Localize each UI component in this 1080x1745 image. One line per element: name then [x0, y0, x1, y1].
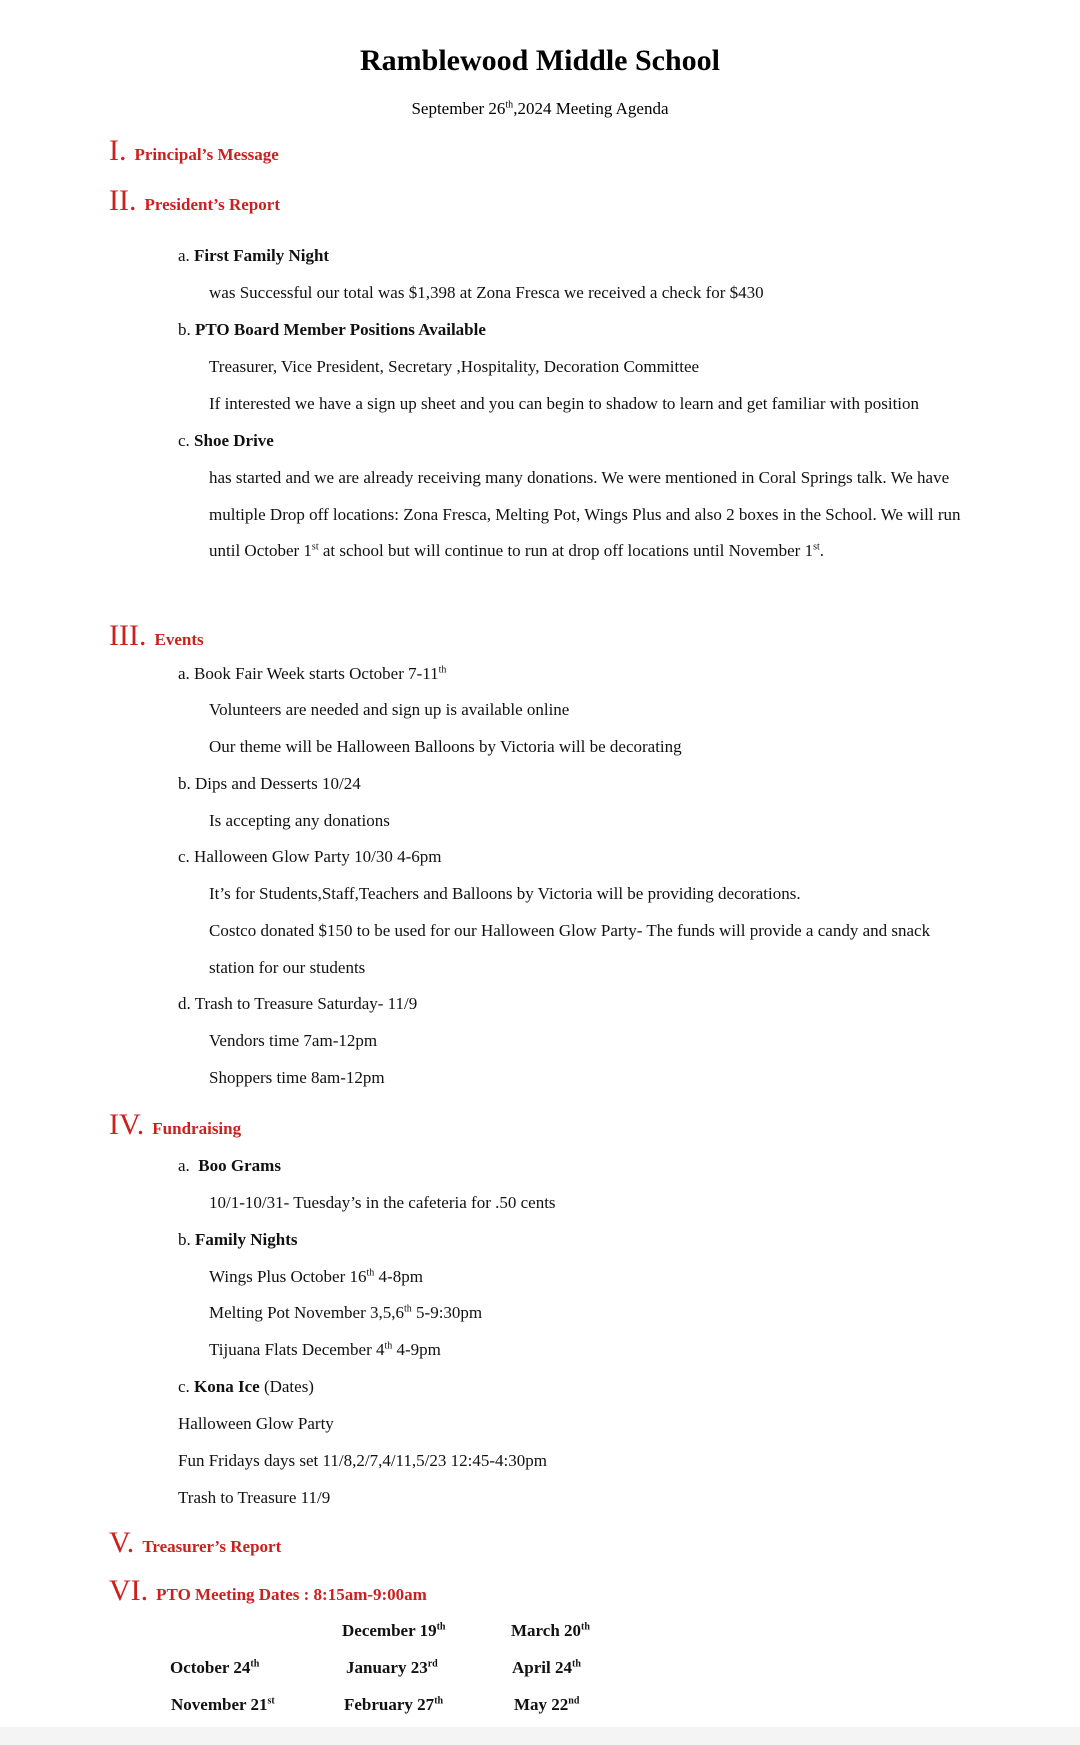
date-sup: st	[267, 1695, 275, 1707]
date-sup: th	[581, 1621, 590, 1633]
item-title: Boo Grams	[198, 1156, 281, 1175]
item-text	[209, 541, 824, 561]
item-text: If interested we have a sign up sheet and you can begin to shadow to learn and get familiar with position	[209, 394, 920, 413]
section-number: II.	[109, 184, 137, 217]
meeting-date	[171, 1695, 275, 1715]
date-text: March 20	[511, 1621, 582, 1640]
section-events	[109, 621, 204, 651]
item-book-fair	[178, 664, 446, 684]
item-text: has started and we are already receiving many donations. We were mentioned in Coral Springs talk. We have	[209, 468, 950, 487]
item-text: Treasurer, Vice President, Secretary ,Hospitality, Decoration Committee	[209, 357, 700, 376]
date-sup: nd	[568, 1695, 580, 1707]
text-part: Wings Plus October 16	[209, 1267, 367, 1286]
document-title: Ramblewood Middle School	[359, 44, 721, 77]
item-letter: c.	[178, 1377, 190, 1396]
section-pto-meeting-dates	[109, 1576, 427, 1606]
text-part: .	[819, 541, 825, 560]
text-part: (Dates)	[259, 1377, 314, 1396]
text-sup: st	[311, 541, 319, 553]
section-treasurers-report	[109, 1528, 281, 1558]
item-family-nights	[178, 1230, 297, 1250]
text-sup: th	[384, 1340, 393, 1352]
item-text: Fun Fridays days set 11/8,2/7,4/11,5/23 12:45-4:30pm	[178, 1451, 547, 1470]
item-dips-desserts: b. Dips and Desserts 10/24	[178, 774, 361, 793]
item-title: Family Nights	[195, 1230, 298, 1249]
section-fundraising	[109, 1110, 241, 1140]
item-title: PTO Board Member Positions Available	[195, 320, 486, 339]
date-text: February 27	[344, 1695, 435, 1714]
meeting-date	[344, 1695, 443, 1715]
section-title: Principal’s Message	[134, 145, 279, 164]
date-text: January 23	[346, 1658, 428, 1677]
item-title: a. Book Fair Week starts October 7-11	[178, 664, 439, 683]
date-sup: th	[571, 1658, 581, 1670]
item-text: Is accepting any donations	[209, 811, 390, 830]
date-text: November 21	[171, 1695, 268, 1714]
section-number: IV.	[109, 1108, 145, 1141]
section-number: V.	[109, 1526, 135, 1559]
section-number: VI.	[109, 1574, 149, 1607]
section-title: Events	[154, 630, 204, 649]
section-title: Fundraising	[152, 1119, 242, 1138]
item-text	[209, 1267, 423, 1287]
item-kona-ice	[178, 1377, 314, 1397]
subtitle-date-sup: th	[505, 99, 514, 111]
item-shoe-drive	[178, 431, 274, 451]
text-part: 4-8pm	[374, 1267, 423, 1286]
date-text: May 22	[514, 1695, 569, 1714]
item-text	[209, 1303, 482, 1323]
item-pto-positions	[178, 320, 486, 340]
section-presidents-report	[109, 186, 280, 216]
text-part: at school but will continue to run at drop off locations until November 1	[318, 541, 814, 560]
section-title: President’s Report	[144, 195, 280, 214]
item-title: First Family Night	[194, 246, 330, 265]
date-text: April 24	[512, 1658, 572, 1677]
item-text: Trash to Treasure 11/9	[178, 1488, 331, 1507]
item-glow-party: c. Halloween Glow Party 10/30 4-6pm	[178, 847, 442, 866]
date-sup: rd	[427, 1658, 438, 1670]
subtitle-rest: ,2024 Meeting Agenda	[513, 99, 669, 118]
date-text: October 24	[170, 1658, 251, 1677]
item-title: Kona Ice	[194, 1377, 260, 1396]
item-text: station for our students	[209, 958, 366, 977]
item-title: Shoe Drive	[194, 431, 274, 450]
item-text: Vendors time 7am-12pm	[209, 1031, 378, 1050]
section-title: Treasurer’s Report	[142, 1537, 282, 1556]
text-part: 4-9pm	[392, 1340, 441, 1359]
item-text: was Successful our total was $1,398 at Zona Fresca we received a check for $430	[209, 283, 764, 302]
document-subtitle	[0, 99, 1080, 119]
item-text: 10/1-10/31- Tuesday’s in the cafeteria for .50 cents	[209, 1193, 556, 1212]
text-sup: th	[366, 1267, 375, 1279]
text-sup: st	[813, 541, 820, 553]
page-bottom-edge	[0, 1727, 1080, 1745]
date-sup: th	[250, 1658, 260, 1670]
section-number: I.	[109, 134, 127, 167]
item-letter: b.	[178, 1230, 191, 1249]
meeting-date	[512, 1658, 581, 1678]
meeting-date	[514, 1695, 579, 1715]
meeting-date	[346, 1658, 438, 1678]
text-part: Tijuana Flats December 4	[209, 1340, 385, 1359]
item-text: multiple Drop off locations: Zona Fresca, Melting Pot, Wings Plus and also 2 boxes in the School. We will run	[209, 505, 961, 524]
item-text: Costco donated $150 to be used for our Halloween Glow Party- The funds will provide a candy and snack	[209, 921, 931, 940]
item-letter: c.	[178, 431, 190, 450]
date-sup: th	[436, 1621, 446, 1633]
item-boo-grams	[178, 1156, 281, 1176]
item-trash-to-treasure: d. Trash to Treasure Saturday- 11/9	[178, 994, 418, 1013]
item-letter: a.	[178, 246, 190, 265]
subtitle-date: September 26	[411, 99, 506, 118]
meeting-date	[342, 1621, 445, 1641]
text-part: Melting Pot November 3,5,6	[209, 1303, 405, 1322]
meeting-date	[511, 1621, 590, 1641]
item-letter: b.	[178, 320, 191, 339]
item-first-family-night	[178, 246, 329, 266]
item-letter: a.	[178, 1156, 190, 1175]
text-sup: th	[404, 1303, 412, 1315]
item-text: It’s for Students,Staff,Teachers and Balloons by Victoria will be providing decorations.	[209, 884, 801, 903]
item-text: Shoppers time 8am-12pm	[209, 1068, 385, 1087]
item-text: Volunteers are needed and sign up is available online	[209, 700, 570, 719]
item-text	[209, 1340, 441, 1360]
section-title: PTO Meeting Dates : 8:15am-9:00am	[156, 1585, 427, 1604]
meeting-date	[170, 1658, 259, 1678]
section-principals-message	[109, 136, 279, 166]
text-part: 5-9:30pm	[411, 1303, 483, 1322]
text-part: until October 1	[209, 541, 312, 560]
section-number: III.	[109, 619, 147, 652]
date-sup: th	[434, 1695, 444, 1707]
item-text: Our theme will be Halloween Balloons by Victoria will be decorating	[209, 737, 682, 756]
date-text: December 19	[342, 1621, 437, 1640]
text-sup: th	[438, 664, 447, 676]
item-text: Halloween Glow Party	[178, 1414, 334, 1433]
